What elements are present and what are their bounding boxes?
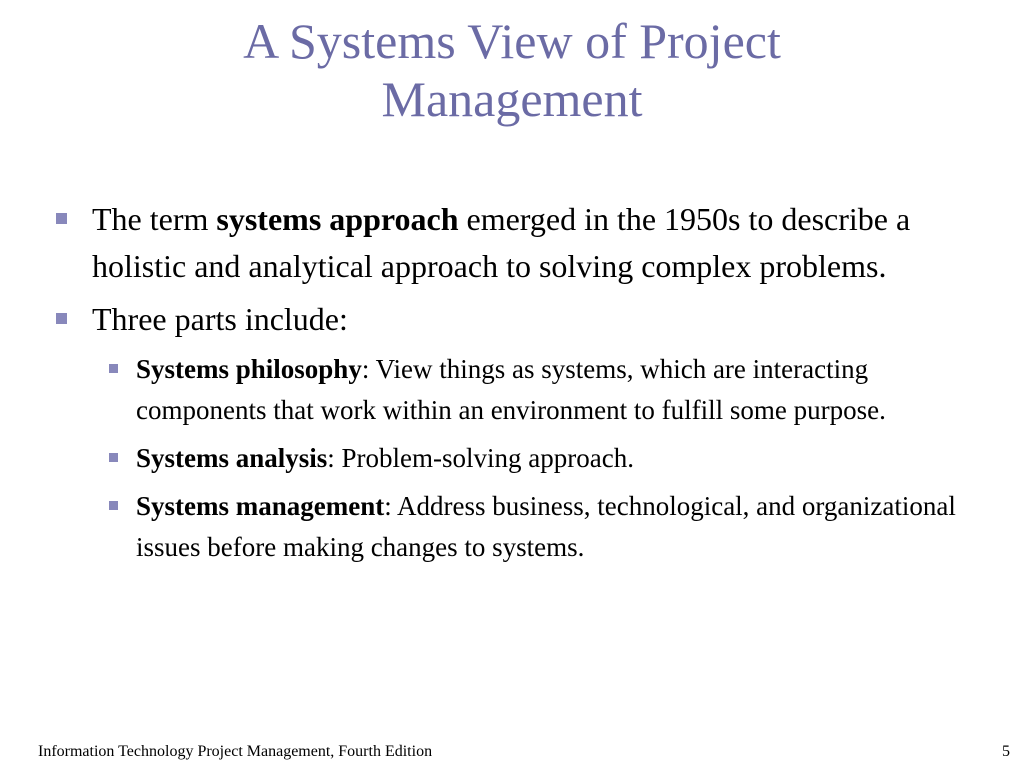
bullet-term: systems approach [216,201,459,237]
sub-bullet-term: Systems management [136,491,385,521]
square-bullet-icon [109,364,118,373]
square-bullet-icon [109,501,118,510]
bullet-text: Three parts include: [92,301,348,337]
square-bullet-icon [56,213,67,224]
square-bullet-icon [56,313,67,324]
square-bullet-icon [109,453,118,462]
bullet-three-parts [54,296,984,343]
sub-bullet-list [54,349,984,568]
sub-bullet-term: Systems philosophy [136,354,362,384]
bullet-text-rest: emerged in the 1950s to describe a holistic and analytical approach to solving complex problems. [92,201,911,284]
title-line-1: A Systems View of Project [243,13,781,69]
sub-bullet-text: : View things as systems, which are interacting components that work within an environment to fulfill some purpose. [136,354,886,425]
sub-bullet-text: : Address business, technological, and organizational issues before making changes to systems. [136,491,956,562]
title-line-2: Management [381,71,643,127]
bullet-systems-approach [54,196,984,290]
slide-title [60,12,964,128]
sub-bullet-systems-analysis [136,438,984,479]
sub-bullet-systems-management [136,486,984,568]
slide-footer: Information Technology Project Management, Fourth Edition [38,743,433,760]
bullet-text-prefix: The term [92,201,217,237]
sub-bullet-systems-philosophy [136,349,984,431]
sub-bullet-term: Systems analysis [136,443,328,473]
sub-bullet-text: : Problem-solving approach. [327,443,634,473]
page-number: 5 [1002,743,1010,760]
slide-body [54,196,984,575]
